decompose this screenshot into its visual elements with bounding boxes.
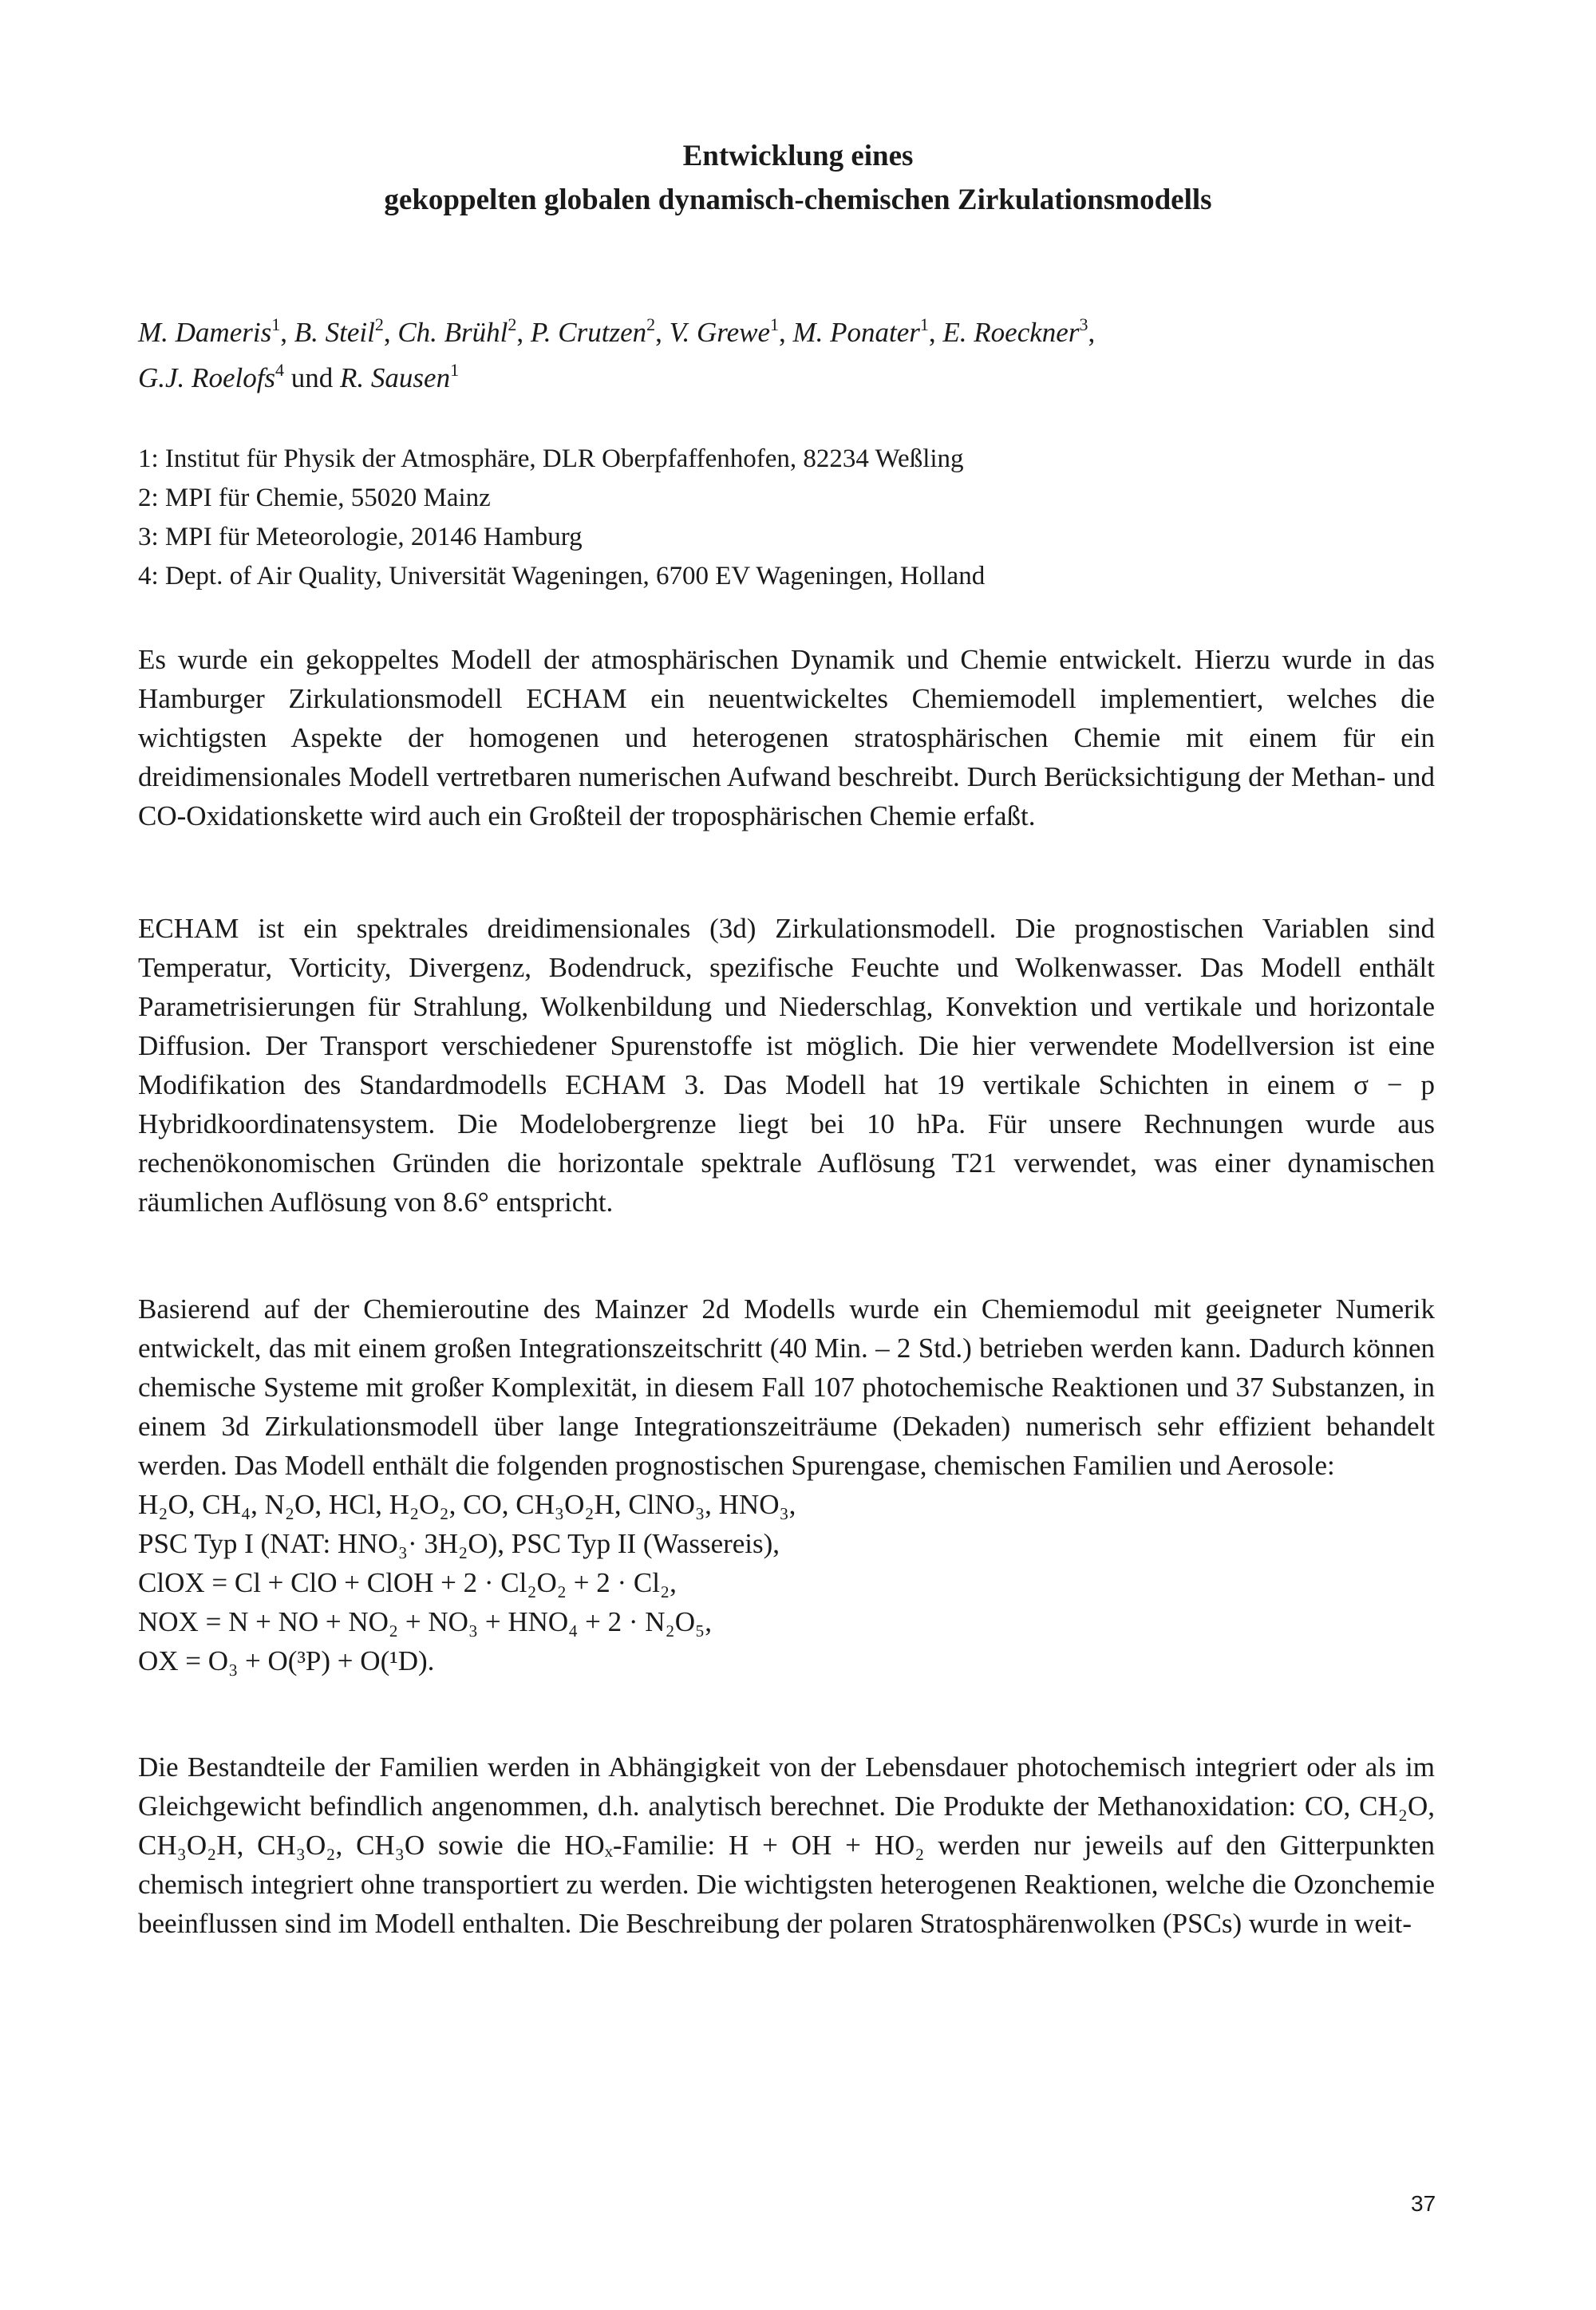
- author-name: G.J. Roelofs: [138, 362, 276, 393]
- formula-line: NOX = N + NO + NO₂ + NO₃ + HNO₄ + 2 · N₂O₅,: [138, 1606, 712, 1637]
- author-affiliation-mark: 1: [919, 314, 929, 334]
- paragraph-3-text: Basierend auf der Chemieroutine des Mainzer 2d Modells wurde ein Chemiemodul mit geeigneter Numerik entwickelt, das mit einem großen Integrationszeitschritt (40 Min. – 2 Std.) betrieben werden kann. Dadurch können chemische Systeme mit großer Komplexität, in diesem Fall 107 photochemische Reaktionen und 37 Substanzen, in einem 3d Zirkulationsmodell über lange Integrationszeiträume (Dekaden) numerisch sehr effizient behandelt werden. Das Modell enthält die folgenden prognostischen Spurengase, chemischen Familien und Aerosole:: [138, 1293, 1435, 1481]
- author-affiliation-mark: 2: [646, 314, 656, 334]
- author-list: [138, 310, 1447, 401]
- author-affiliation-mark: 2: [374, 314, 384, 334]
- author-name: P. Crutzen: [530, 317, 647, 348]
- author-conjunction: und: [290, 362, 334, 393]
- author-affiliation-mark: 4: [275, 360, 285, 380]
- author-line-2: [138, 355, 1447, 401]
- affiliation-list: [138, 440, 1455, 596]
- formula-line: ClOX = Cl + ClO + ClOH + 2 · Cl₂O₂ + 2 · Cl₂,: [138, 1567, 677, 1598]
- author-name: M. Ponater: [792, 317, 920, 348]
- formula-line: OX = O₃ + O(³P) + O(¹D).: [138, 1645, 435, 1676]
- page-number: 37: [1411, 2191, 1436, 2216]
- affiliation-item: 3: MPI für Meteorologie, 20146 Hamburg: [138, 523, 583, 551]
- title-line-1: Entwicklung eines: [682, 140, 914, 172]
- author-affiliation-mark: 1: [450, 360, 460, 380]
- author-name: B. Steil: [294, 317, 375, 348]
- paper-title: [0, 134, 1596, 222]
- author-line-1: M. Dameris$^1$, B. Steil$^2$, Ch. Brühl$^2$, P. Crutzen$^2$, V. Grewe$^1$, M. Ponater$^1$, E. Roeckner$^3$,: [138, 314, 1096, 348]
- author-affiliation-mark: 1: [770, 314, 779, 334]
- author-affiliation-mark: 3: [1079, 314, 1088, 334]
- paragraph-1: Es wurde ein gekoppeltes Modell der atmosphärischen Dynamik und Chemie entwickelt. Hierzu wurde in das Hamburger Zirkulationsmodell ECHAM ein neuentwickeltes Chemiemodell implementiert, welches die wichtigsten Aspekte der homogenen und heterogenen stratosphärischen Chemie mit einem für ein dreidimensionales Modell vertretbaren numerischen Aufwand beschreibt. Durch Berücksichtigung der Methan- und CO-Oxidationskette wird auch ein Großteil der troposphärischen Chemie erfaßt.: [138, 644, 1435, 831]
- author-name: E. Roeckner: [942, 317, 1080, 348]
- author-affiliation-mark: 2: [508, 314, 517, 334]
- paragraph-2: ECHAM ist ein spektrales dreidimensionales (3d) Zirkulationsmodell. Die prognostischen Variablen sind Temperatur, Vorticity, Divergenz, Bodendruck, spezifische Feuchte und Wolkenwasser. Das Modell enthält Parametrisierungen für Strahlung, Wolkenbildung und Niederschlag, Konvektion und vertikale und horizontale Diffusion. Der Transport verschiedener Spurenstoffe ist möglich. Die hier verwendete Modellversion ist eine Modifikation des Standardmodells ECHAM 3. Das Modell hat 19 vertikale Schichten in einem σ − p Hybridkoordinatensystem. Die Modelobergrenze liegt bei 10 hPa. Für unsere Rechnungen wurde aus rechenökonomischen Gründen die horizontale spektrale Auflösung T21 verwendet, was einer dynamischen räumlichen Auflösung von 8.6° entspricht.: [138, 913, 1435, 1218]
- affiliation-item: 1: Institut für Physik der Atmosphäre, DLR Oberpfaffenhofen, 82234 Weßling: [138, 444, 964, 473]
- paragraph-3: [138, 1289, 1435, 1680]
- author-affiliation-mark: 1: [271, 314, 281, 334]
- affiliation-item: 2: MPI für Chemie, 55020 Mainz: [138, 484, 491, 512]
- author-name: V. Grewe: [669, 317, 770, 348]
- author-name: R. Sausen: [340, 362, 451, 393]
- affiliation-item: 4: Dept. of Air Quality, Universität Wageningen, 6700 EV Wageningen, Holland: [138, 562, 986, 590]
- paragraph-4: Die Bestandteile der Familien werden in Abhängigkeit von der Lebensdauer photochemisch integriert oder als im Gleichgewicht befindlich angenommen, d.h. analytisch berechnet. Die Produkte der Methanoxidation: CO, CH₂O, CH₃O₂H, CH₃O₂, CH₃O sowie die HOₓ-Familie: H + OH + HO₂ werden nur jeweils auf den Gitterpunkten chemisch integriert ohne transportiert zu werden. Die wichtigsten heterogenen Reaktionen, welche die Ozonchemie beeinflussen sind im Modell enthalten. Die Beschreibung der polaren Stratosphärenwolken (PSCs) wurde in weit-: [138, 1751, 1435, 1939]
- title-line-2: gekoppelten globalen dynamisch-chemischen Zirkulationsmodells: [384, 184, 1212, 216]
- formula-line: H₂O, CH₄, N₂O, HCl, H₂O₂, CO, CH₃O₂H, ClNO₃, HNO₃,: [138, 1489, 796, 1520]
- author-name: M. Dameris: [138, 317, 272, 348]
- formula-line: PSC Typ I (NAT: HNO₃· 3H₂O), PSC Typ II (Wassereis),: [138, 1528, 780, 1559]
- author-name: Ch. Brühl: [397, 317, 508, 348]
